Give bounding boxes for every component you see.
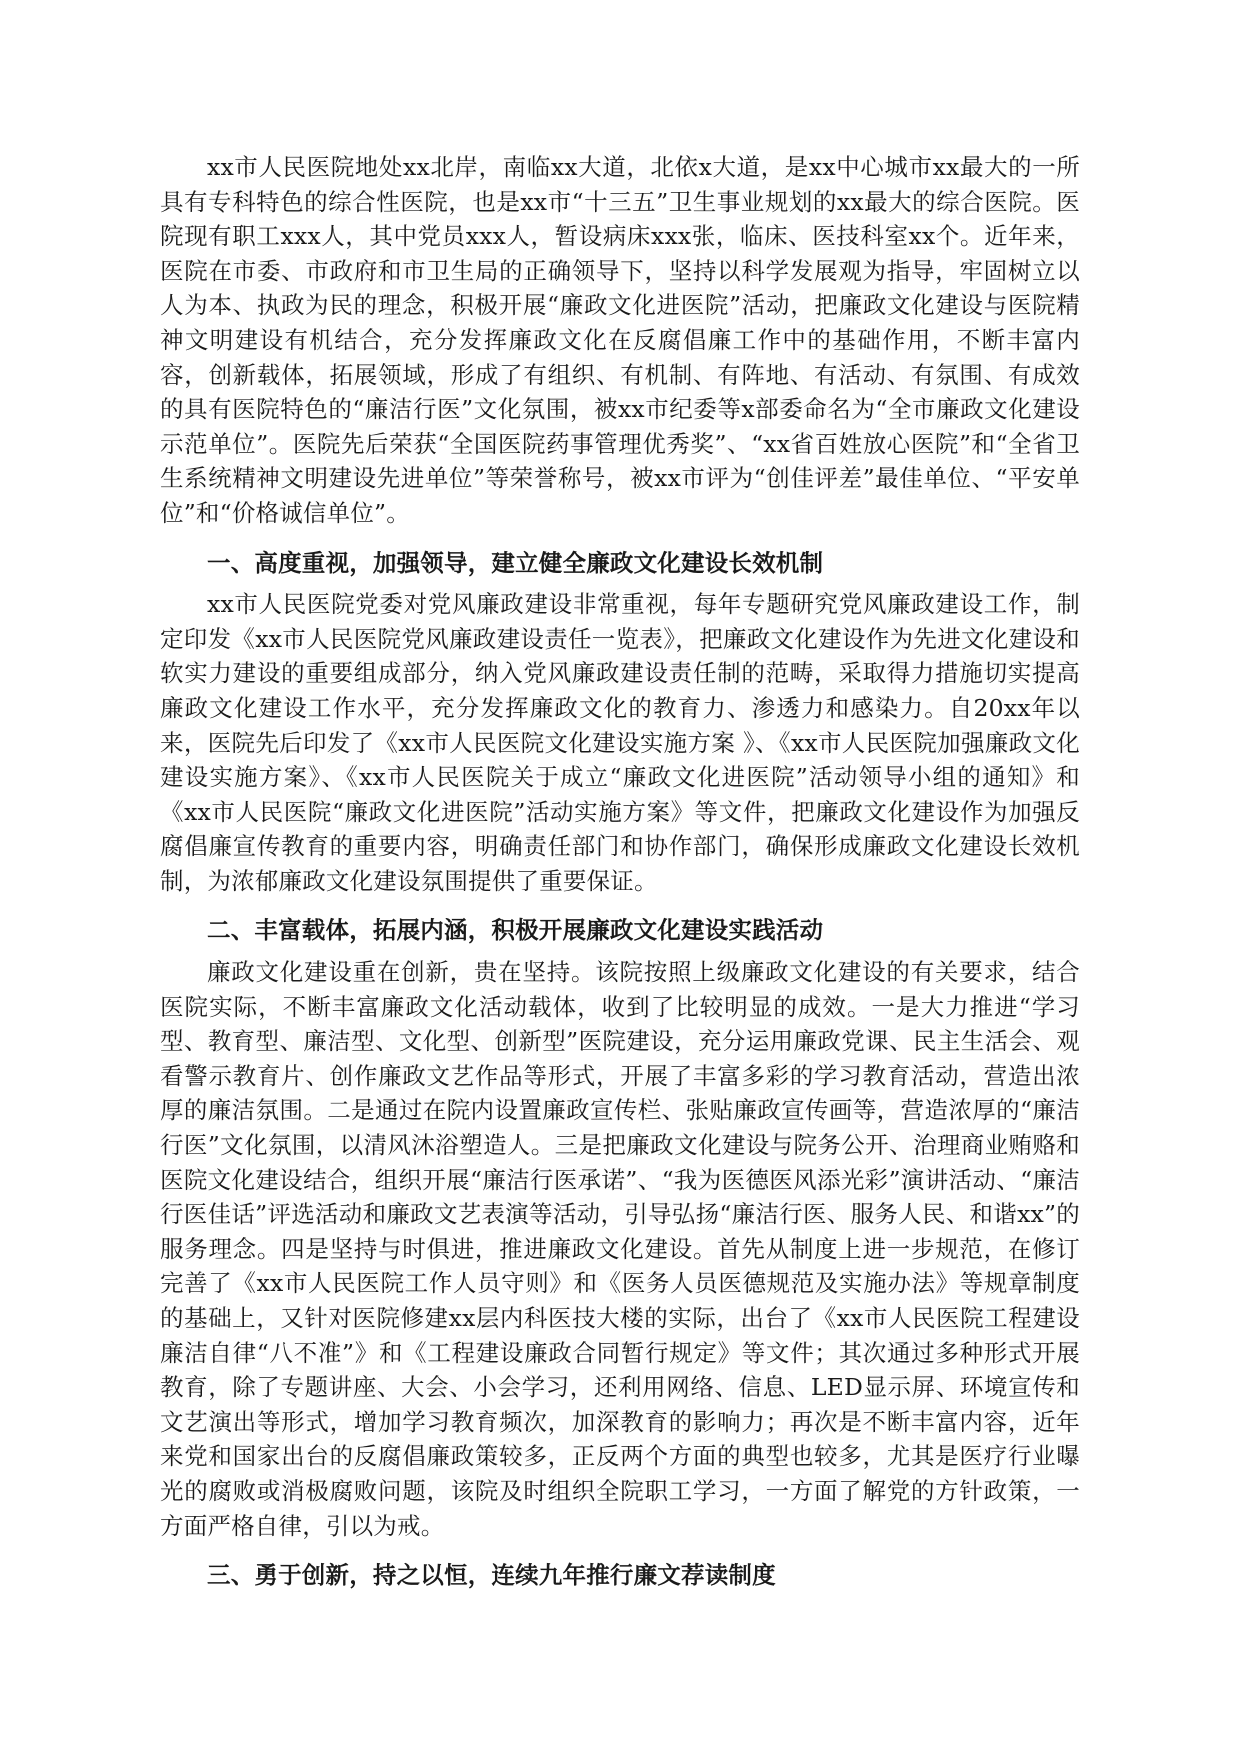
section-2-heading: 二、丰富载体，拓展内涵，积极开展廉政文化建设实践活动: [207, 916, 824, 945]
section-1-heading: 一、高度重视，加强领导，建立健全廉政文化建设长效机制: [207, 548, 824, 577]
section-1-paragraph: xx市人民医院党委对党风廉政建设非常重视，每年专题研究党风廉政建设工作，制定印发《xx市人民医院党风廉政建设责任一览表》，把廉政文化建设作为先进文化建设和软实力建设的重要组成部分，纳入党风廉政建设责任制的范畴，采取得力措施切实提高廉政文化建设工作水平，充分发挥廉政文化的教育力、渗透力和感染力。自20xx年以来，医院先后印发了《xx市人民医院文化建设实施方案 》、《xx市人民医院加强廉政文化建设实施方案》、《xx市人民医院关于成立“廉政文化进医院”活动领导小组的通知》和《xx市人民医院“廉政文化进医院”活动实施方案》等文件，把廉政文化建设作为加强反腐倡廉宣传教育的重要内容，明确责任部门和协作部门，确保形成廉政文化建设长效机制，为浓郁廉政文化建设氛围提供了重要保证。: [160, 590, 1080, 895]
spacer: [160, 898, 1080, 906]
section-2-paragraph: 廉政文化建设重在创新，贵在坚持。该院按照上级廉政文化建设的有关要求，结合医院实际，不断丰富廉政文化活动载体，收到了比较明显的成效。一是大力推进“学习型、教育型、廉洁型、文化型、创新型”医院建设，充分运用廉政党课、民主生活会、观看警示教育片、创作廉政文艺作品等形式，开展了丰富多彩的学习教育活动，营造出浓厚的廉洁氛围。二是通过在院内设置廉政宣传栏、张贴廉政宣传画等，营造浓厚的“廉洁行医”文化氛围，以清风沐浴塑造人。三是把廉政文化建设与院务公开、治理商业贿赂和医院文化建设结合，组织开展“廉洁行医承诺”、“我为医德医风添光彩”演讲活动、“廉洁行医佳话”评选活动和廉政文艺表演等活动，引导弘扬“廉洁行医、服务人民、和谐xx”的服务理念。四是坚持与时俱进，推进廉政文化建设。首先从制度上进一步规范，在修订完善了《xx市人民医院工作人员守则》和《医务人员医德规范及实施办法》等规章制度的基础上，又针对医院修建xx层内科医技大楼的实际，出台了《xx市人民医院工程建设廉洁自律“八不准”》和《工程建设廉政合同暂行规定》等文件；其次通过多种形式开展教育，除了专题讲座、大会、小会学习，还利用网络、信息、LED显示屏、环境宣传和文艺演出等形式，增加学习教育频次，加深教育的影响力；再次是不断丰富内容，近年来党和国家出台的反腐倡廉政策较多，正反两个方面的典型也较多，尤其是医疗行业曝光的腐败或消极腐败问题，该院及时组织全院职工学习，一方面了解党的方针政策，一方面严格自律，引以为戒。: [160, 958, 1080, 1540]
spacer: [160, 1543, 1080, 1551]
document-page: [160, 150, 1080, 1600]
intro-paragraph: xx市人民医院地处xx北岸，南临xx大道，北依x大道，是xx中心城市xx最大的一所具有专科特色的综合性医院，也是xx市“十三五”卫生事业规划的xx最大的综合医院。医院现有职工xxx人，其中党员xxx人，暂设病床xxx张，临床、医技科室xx个。近年来，医院在市委、市政府和市卫生局的正确领导下，坚持以科学发展观为指导，牢固树立以人为本、执政为民的理念，积极开展“廉政文化进医院”活动，把廉政文化建设与医院精神文明建设有机结合，充分发挥廉政文化在反腐倡廉工作中的基础作用，不断丰富内容，创新载体，拓展领域，形成了有组织、有机制、有阵地、有活动、有氛围、有成效的具有医院特色的“廉洁行医”文化氛围，被xx市纪委等x部委命名为“全市廉政文化建设示范单位”。医院先后荣获“全国医院药事管理优秀奖”、“xx省百姓放心医院”和“全省卫生系统精神文明建设先进单位”等荣誉称号，被xx市评为“创佳评差”最佳单位、“平安单位”和“价格诚信单位”。: [160, 153, 1080, 527]
section-3-heading: 三、勇于创新，持之以恒，连续九年推行廉文荐读制度: [207, 1561, 776, 1590]
spacer: [160, 531, 1080, 539]
